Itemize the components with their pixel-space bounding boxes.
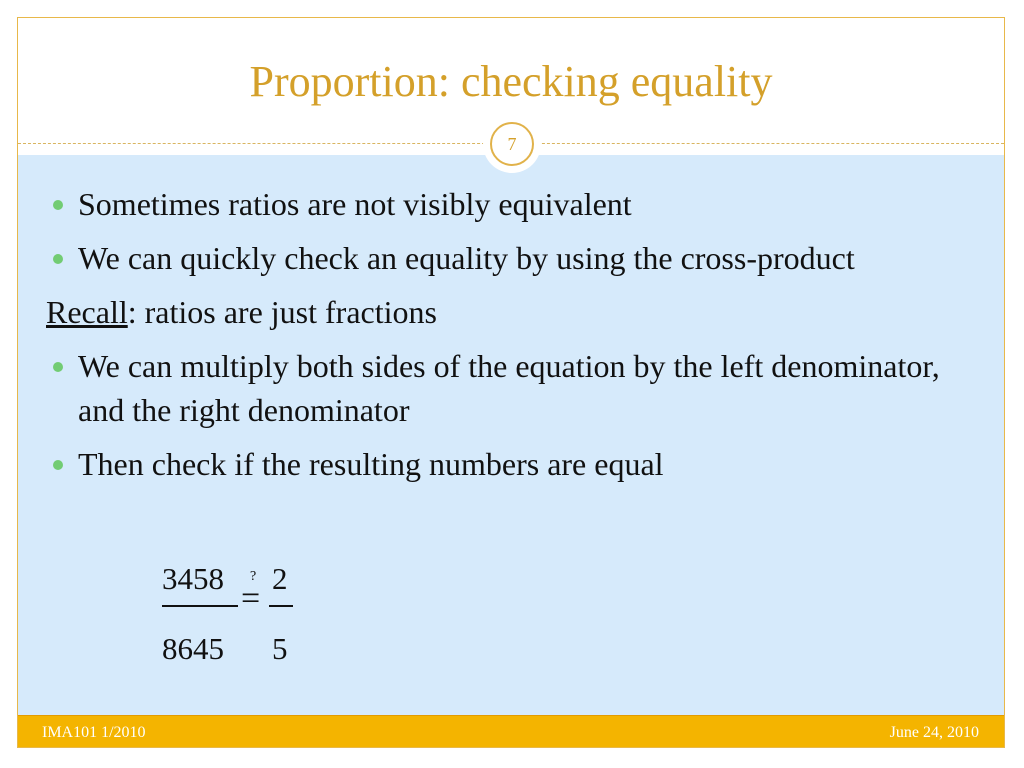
bullet-text: Then check if the resulting numbers are equal xyxy=(78,446,664,482)
right-fraction-bar xyxy=(269,605,293,607)
slide-frame xyxy=(17,17,1005,748)
bullet-dot-icon xyxy=(53,362,63,372)
bullet-dot-icon xyxy=(53,200,63,210)
right-denominator: 5 xyxy=(272,631,288,666)
question-mark: ? xyxy=(250,569,257,584)
bullet-text: We can quickly check an equality by using the cross-product xyxy=(78,240,855,276)
slide-number: 7 xyxy=(490,122,534,166)
bullet-dot-icon xyxy=(53,254,63,264)
recall-label: Recall xyxy=(46,294,128,330)
left-fraction-bar xyxy=(162,605,238,607)
bullet-list xyxy=(46,182,986,496)
slide-footer xyxy=(18,715,1004,748)
slide-number-badge xyxy=(485,117,539,171)
bullet-item xyxy=(46,442,986,486)
bullet-text: Sometimes ratios are not visibly equivalent xyxy=(78,186,632,222)
recall-line xyxy=(46,290,986,334)
bullet-dot-icon xyxy=(53,460,63,470)
left-numerator: 3458 xyxy=(162,561,224,596)
bullet-item xyxy=(46,182,986,226)
footer-date: June 24, 2010 xyxy=(889,724,979,741)
right-numerator: 2 xyxy=(272,561,288,596)
recall-text: : ratios are just fractions xyxy=(127,294,437,330)
slide-title: Proportion: checking equality xyxy=(249,57,773,106)
bullet-item xyxy=(46,344,986,432)
bullet-item xyxy=(46,236,986,280)
left-denominator: 8645 xyxy=(162,631,224,666)
footer-course-label: IMA101 1/2010 xyxy=(42,724,146,741)
bullet-text: We can multiply both sides of the equation by the left denominator, and the right denominator xyxy=(78,348,940,428)
fraction-equation xyxy=(162,552,312,670)
equals-symbol: = xyxy=(241,580,261,617)
